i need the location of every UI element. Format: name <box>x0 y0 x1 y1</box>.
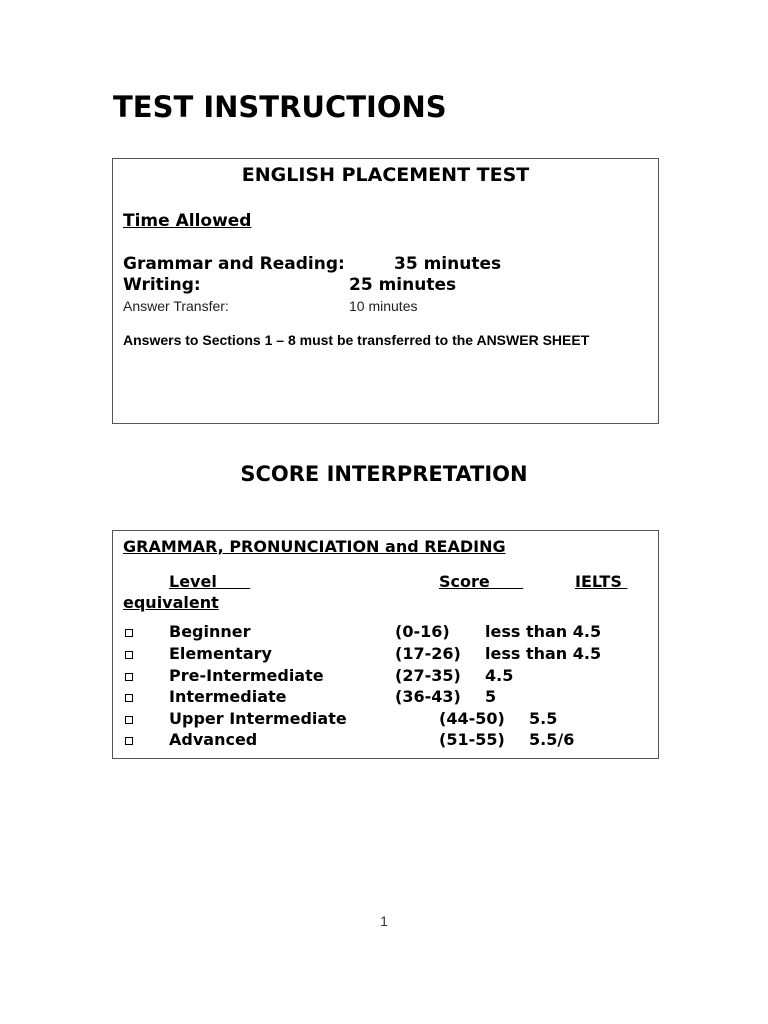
score-table-heading: GRAMMAR, PRONUNCIATION and READING <box>123 537 506 556</box>
ielts-cell: 5 <box>485 687 497 706</box>
level-cell: Intermediate <box>169 687 287 706</box>
score-column-header: Score <box>439 572 524 591</box>
score-cell: (51-55) <box>439 730 505 749</box>
level-cell: Upper Intermediate <box>169 709 347 728</box>
page-number: 1 <box>380 913 388 929</box>
grammar-reading-time-value: 35 minutes <box>394 254 502 274</box>
ielts-cell: less than 4.5 <box>485 644 602 663</box>
ielts-column-header: IELTS <box>575 572 628 591</box>
answer-transfer-time-label: Answer Transfer: <box>123 298 229 314</box>
score-cell: (36-43) <box>395 687 461 706</box>
placement-test-box <box>112 158 659 424</box>
score-table-box <box>112 530 659 759</box>
score-interpretation-title: SCORE INTERPRETATION <box>240 462 528 486</box>
score-cell: (17-26) <box>395 644 461 663</box>
checkbox-icon <box>125 651 133 659</box>
ielts-cell: 5.5 <box>529 709 558 728</box>
level-cell: Elementary <box>169 644 272 663</box>
writing-time-value: 25 minutes <box>349 275 457 295</box>
ielts-cell: less than 4.5 <box>485 622 602 641</box>
writing-time-label: Writing: <box>123 275 201 295</box>
checkbox-icon <box>125 716 133 724</box>
time-allowed-heading: Time Allowed <box>123 211 252 231</box>
score-cell: (27-35) <box>395 666 461 685</box>
ielts-cell: 4.5 <box>485 666 514 685</box>
ielts-column-header-continued: equivalent <box>123 593 219 612</box>
checkbox-icon <box>125 694 133 702</box>
transfer-note: Answers to Sections 1 – 8 must be transferred to the ANSWER SHEET <box>123 332 590 348</box>
grammar-reading-time-label: Grammar and Reading: <box>123 254 345 274</box>
page-title: TEST INSTRUCTIONS <box>113 90 447 124</box>
checkbox-icon <box>125 629 133 637</box>
checkbox-icon <box>125 737 133 745</box>
ielts-cell: 5.5/6 <box>529 730 575 749</box>
level-column-header: Level <box>169 572 251 591</box>
placement-test-title: ENGLISH PLACEMENT TEST <box>241 164 530 186</box>
level-cell: Advanced <box>169 730 258 749</box>
score-cell: (0-16) <box>395 622 450 641</box>
level-cell: Beginner <box>169 622 251 641</box>
score-cell: (44-50) <box>439 709 505 728</box>
checkbox-icon <box>125 673 133 681</box>
answer-transfer-time-value: 10 minutes <box>349 298 418 314</box>
level-cell: Pre-Intermediate <box>169 666 324 685</box>
